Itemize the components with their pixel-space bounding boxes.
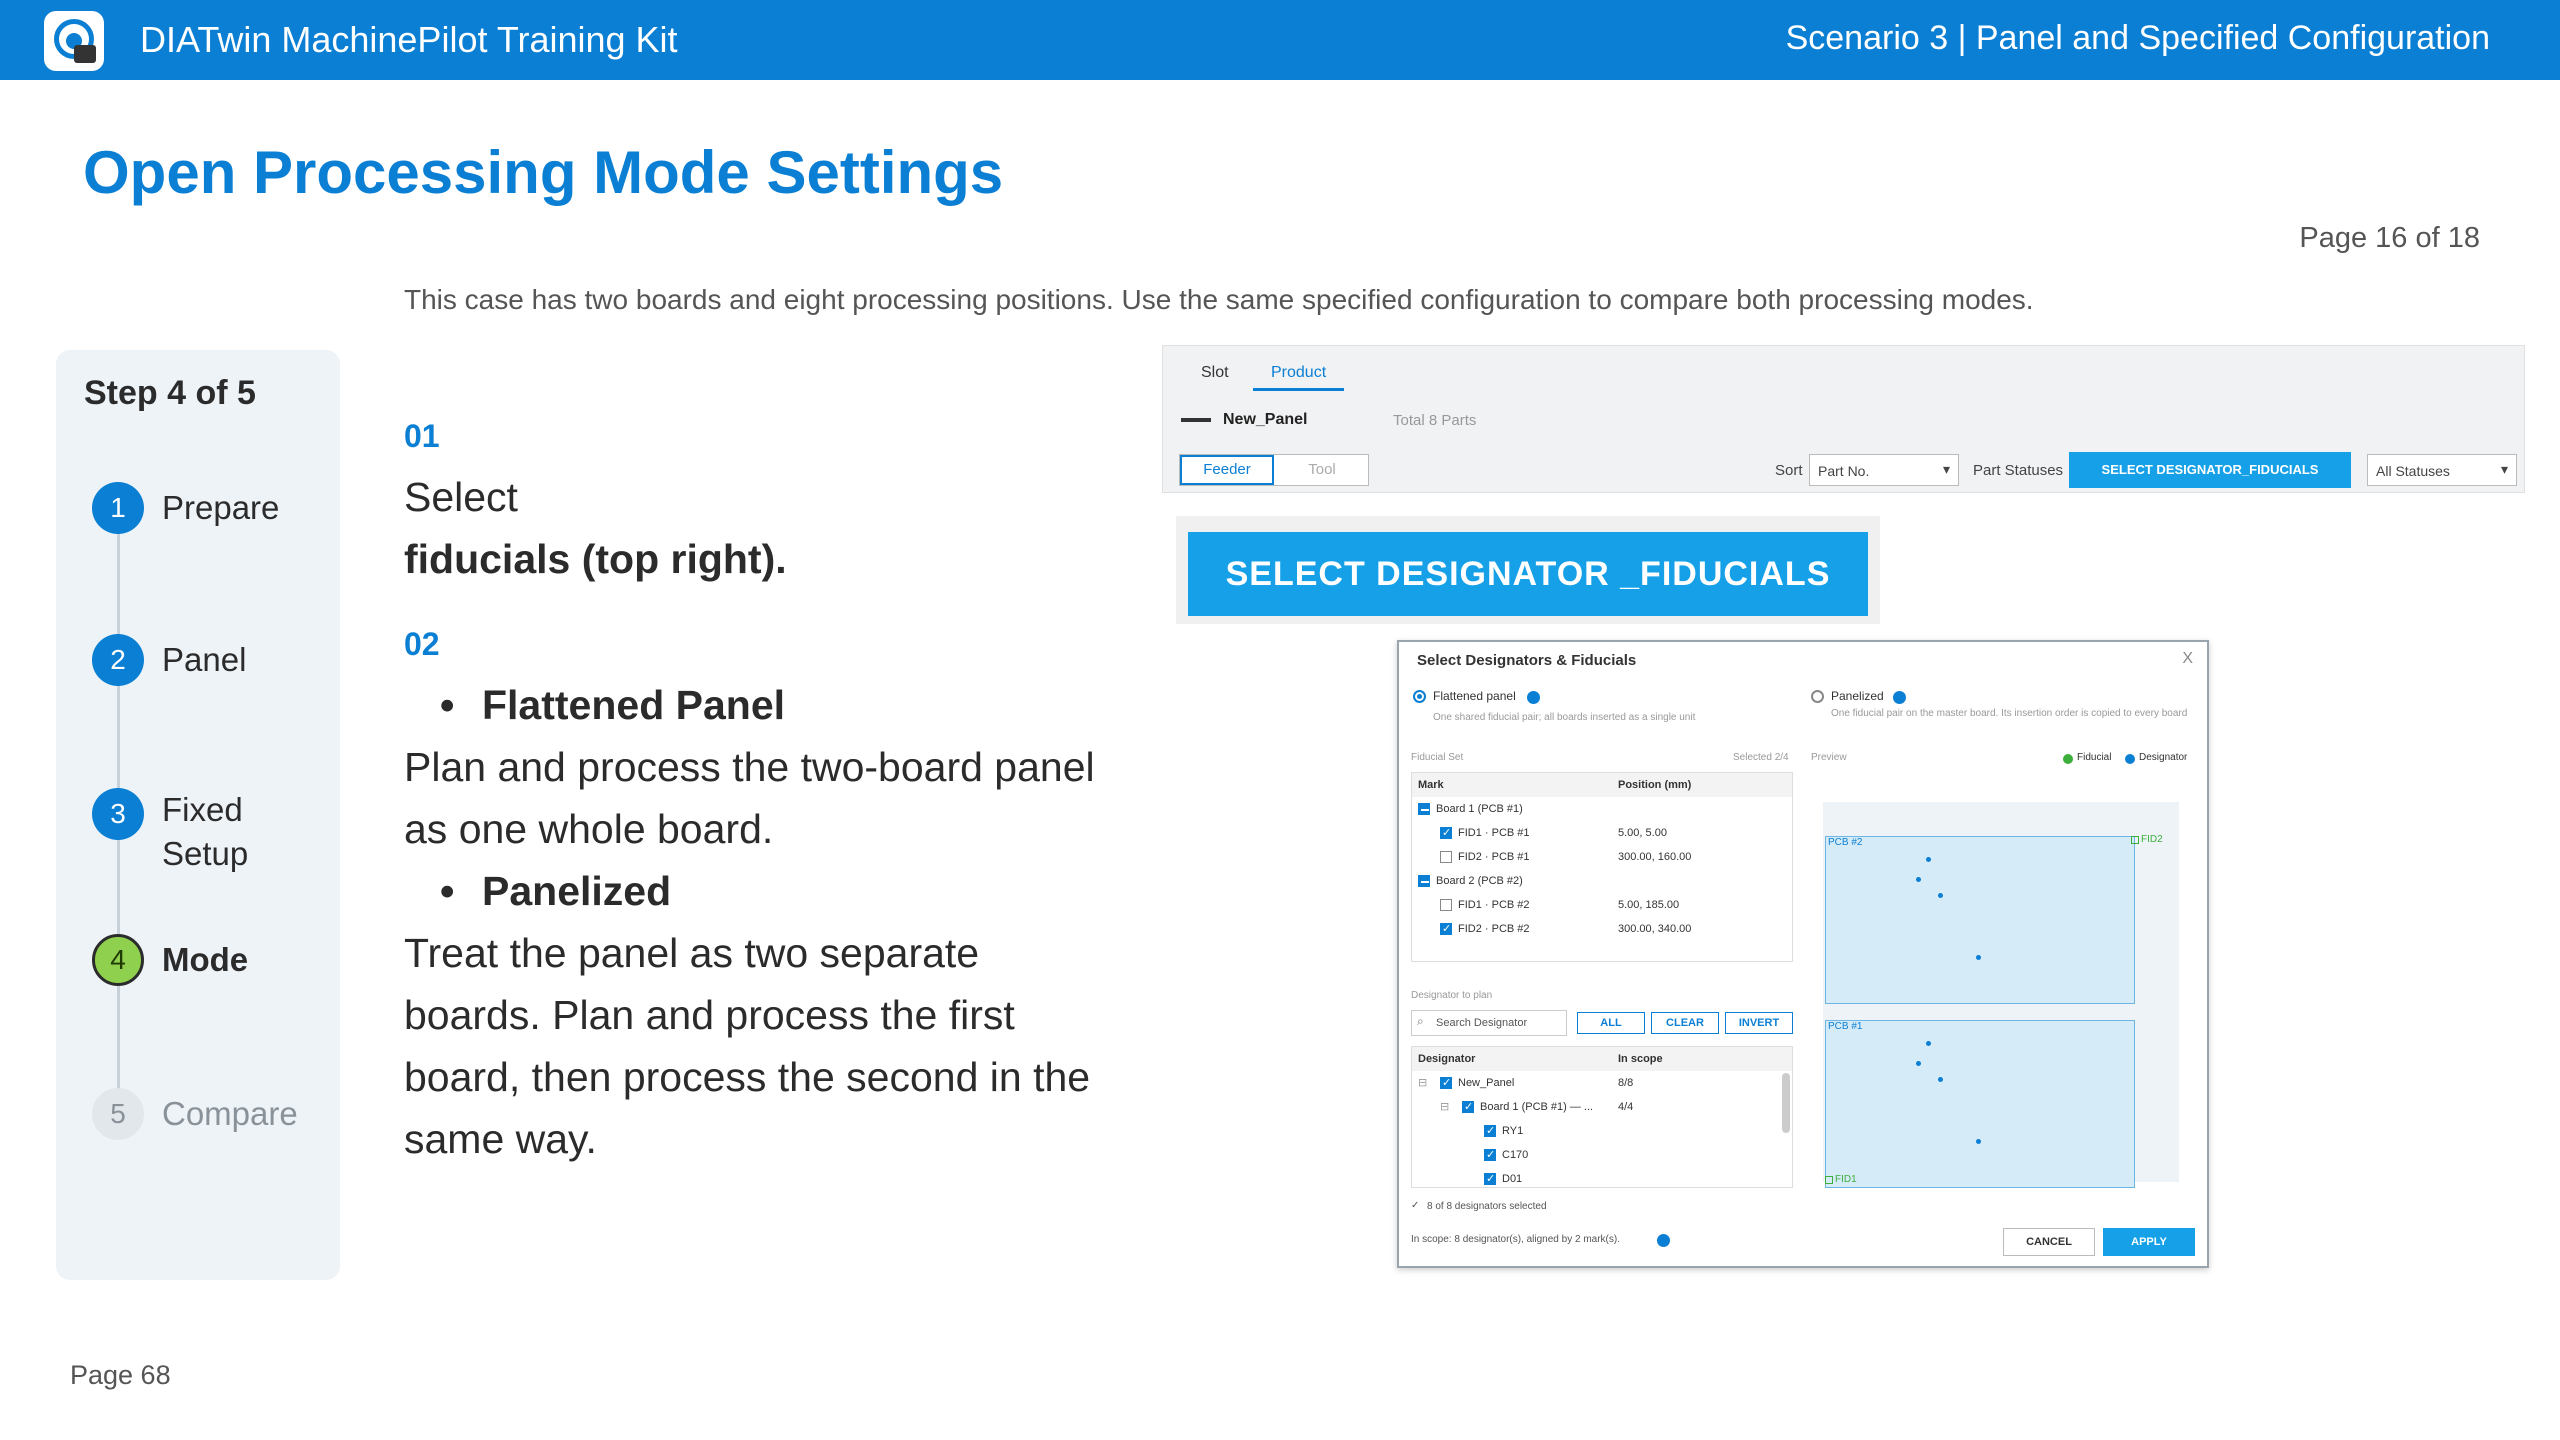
search-input[interactable]: Search Designator bbox=[1411, 1010, 1567, 1036]
designator-dot bbox=[1938, 893, 1943, 898]
zoomed-button-callout bbox=[1176, 516, 1880, 624]
select-designator-fiducials-zoom[interactable]: SELECT DESIGNATOR _FIDUCIALS bbox=[1188, 532, 1868, 616]
checkbox[interactable] bbox=[1440, 827, 1452, 839]
flattened-panel-desc: One shared fiducial pair; all boards inserted as a single unit bbox=[1433, 712, 1696, 723]
flattened-panel-radio[interactable] bbox=[1413, 690, 1426, 703]
checkbox[interactable] bbox=[1440, 899, 1452, 911]
step-label: Fixed Setup bbox=[162, 791, 249, 872]
instruction-text: fiducials (top right). bbox=[404, 536, 787, 582]
table-header bbox=[1412, 773, 1792, 797]
table-row[interactable] bbox=[1412, 917, 1792, 941]
mark-name: FID1 · PCB #1 bbox=[1458, 827, 1530, 839]
instruction-text: as one whole board. bbox=[404, 806, 774, 852]
designator-name: Board 1 (PCB #1) — ... bbox=[1480, 1101, 1594, 1113]
pcb-board-1 bbox=[1825, 1020, 2135, 1188]
page-title: Open Processing Mode Settings bbox=[83, 139, 1004, 206]
feeder-tool-toggle[interactable] bbox=[1179, 454, 1369, 486]
selected-designators-count: 8 of 8 designators selected bbox=[1427, 1201, 1547, 1212]
product-name: New_Panel bbox=[1223, 411, 1308, 428]
checkbox[interactable] bbox=[1462, 1101, 1474, 1113]
step-label: Mode bbox=[162, 941, 249, 978]
designator-legend-dot bbox=[2125, 754, 2135, 764]
collapse-icon[interactable]: ⊟ bbox=[1440, 1101, 1450, 1113]
designator-dot bbox=[1976, 1139, 1981, 1144]
checkbox[interactable] bbox=[1418, 875, 1430, 887]
scope-note: In scope: 8 designator(s), aligned by 2 mark(s). bbox=[1411, 1234, 1620, 1245]
checkbox[interactable] bbox=[1440, 1077, 1452, 1089]
designator-name: RY1 bbox=[1502, 1125, 1524, 1137]
table-row[interactable] bbox=[1412, 893, 1792, 917]
pcb-label: PCB #1 bbox=[1828, 1021, 1863, 1032]
apply-button[interactable]: APPLY bbox=[2103, 1228, 2195, 1256]
fiducial-legend-dot bbox=[2063, 754, 2073, 764]
page-counter: Page 16 of 18 bbox=[2299, 222, 2480, 254]
close-icon[interactable]: X bbox=[2182, 650, 2193, 667]
designator-dot bbox=[1926, 857, 1931, 862]
instruction-text: Select bbox=[404, 474, 518, 520]
step-label: Prepare bbox=[162, 489, 280, 526]
instruction-text: boards. Plan and process the first bbox=[404, 992, 1015, 1038]
checkbox[interactable] bbox=[1440, 851, 1452, 863]
step-label: Compare bbox=[162, 1095, 298, 1132]
checkbox[interactable] bbox=[1484, 1125, 1496, 1137]
mark-name: FID2 · PCB #1 bbox=[1458, 851, 1530, 863]
checkbox[interactable] bbox=[1418, 803, 1430, 815]
designator-dot bbox=[1916, 877, 1921, 882]
mark-name: Board 2 (PCB #2) bbox=[1436, 875, 1523, 887]
step-number: 2 bbox=[92, 634, 144, 686]
tab-product[interactable]: Product bbox=[1253, 364, 1344, 391]
part-statuses-label: Part Statuses bbox=[1973, 462, 2064, 479]
step-number: 5 bbox=[92, 1088, 144, 1140]
select-designator-fiducials-button[interactable]: SELECT DESIGNATOR_FIDUCIALS bbox=[2069, 452, 2351, 488]
panelized-label: Panelized bbox=[1831, 689, 1884, 703]
step-number: 1 bbox=[92, 482, 144, 534]
info-icon[interactable] bbox=[1657, 1234, 1670, 1247]
instruction-text: same way. bbox=[404, 1116, 597, 1162]
instruction-text: Treat the panel as two separate bbox=[404, 930, 980, 976]
designator-legend-label: Designator bbox=[2139, 752, 2188, 763]
table-row[interactable] bbox=[1412, 821, 1792, 845]
table-row[interactable] bbox=[1412, 1143, 1792, 1167]
sort-label: Sort bbox=[1775, 462, 1803, 479]
page-footer: Page 68 bbox=[70, 1360, 171, 1390]
designator-scope: 4/4 bbox=[1618, 1101, 1634, 1113]
step-label: Panel bbox=[162, 641, 247, 678]
panelized-radio[interactable] bbox=[1811, 690, 1824, 703]
designator-name: C170 bbox=[1502, 1149, 1529, 1161]
collapse-icon[interactable]: ⊟ bbox=[1418, 1077, 1428, 1089]
step-number: 3 bbox=[92, 788, 144, 840]
designator-name: New_Panel bbox=[1458, 1077, 1515, 1089]
selected-count: Selected 2/4 bbox=[1733, 752, 1789, 763]
mark-position: 5.00, 5.00 bbox=[1618, 827, 1667, 839]
board-icon bbox=[1181, 418, 1211, 422]
preview-label: Preview bbox=[1811, 752, 1847, 763]
fiducial-label: FID1 bbox=[1835, 1174, 1857, 1185]
total-parts: Total 8 Parts bbox=[1393, 412, 1477, 429]
designator-dot bbox=[1976, 955, 1981, 960]
mark-position: 300.00, 160.00 bbox=[1618, 851, 1692, 863]
fiducial-label: FID2 bbox=[2141, 834, 2163, 845]
select-designators-dialog bbox=[1397, 640, 2209, 1268]
table-row[interactable] bbox=[1412, 845, 1792, 869]
bullet-flattened-panel: • Flattened Panel bbox=[440, 674, 785, 736]
info-icon[interactable] bbox=[1527, 691, 1540, 704]
step-number: 4 bbox=[92, 934, 144, 986]
fiducial-marker bbox=[2131, 836, 2139, 844]
bullet-panelized: • Panelized bbox=[440, 860, 671, 922]
checkbox[interactable] bbox=[1440, 923, 1452, 935]
mark-position: 5.00, 185.00 bbox=[1618, 899, 1680, 911]
instruction-number-1: 01 bbox=[404, 418, 440, 454]
table-row[interactable] bbox=[1412, 797, 1792, 821]
fiducial-table bbox=[1411, 772, 1793, 962]
column-header: Position (mm) bbox=[1618, 779, 1692, 791]
designator-table bbox=[1411, 1046, 1793, 1188]
robot-arm-logo-icon bbox=[44, 11, 104, 71]
table-header bbox=[1412, 1047, 1792, 1071]
designator-dot bbox=[1926, 1041, 1931, 1046]
designator-scope: 8/8 bbox=[1618, 1077, 1634, 1089]
designator-name: D01 bbox=[1502, 1173, 1523, 1185]
all-button[interactable]: ALL bbox=[1577, 1012, 1645, 1034]
column-header: In scope bbox=[1618, 1053, 1663, 1065]
flattened-panel-label: Flattened panel bbox=[1433, 689, 1516, 703]
fiducial-legend-label: Fiducial bbox=[2077, 752, 2112, 763]
table-row[interactable] bbox=[1412, 1071, 1792, 1095]
invert-button[interactable]: INVERT bbox=[1725, 1012, 1793, 1034]
sort-select[interactable]: Part No. ▾ bbox=[1809, 454, 1959, 486]
panelized-desc: One fiducial pair on the master board. Its insertion order is copied to every board bbox=[1831, 708, 2188, 719]
pcb-label: PCB #2 bbox=[1828, 837, 1863, 848]
step-heading: Step 4 of 5 bbox=[84, 374, 256, 412]
mark-name: FID2 · PCB #2 bbox=[1458, 923, 1530, 935]
feeder-option[interactable]: Feeder bbox=[1180, 455, 1274, 485]
checkbox[interactable] bbox=[1484, 1149, 1496, 1161]
designator-to-plan-label: Designator to plan bbox=[1411, 990, 1493, 1001]
scenario-label: Scenario 3 | Panel and Specified Configuration bbox=[1785, 19, 2490, 57]
clear-button[interactable]: CLEAR bbox=[1651, 1012, 1719, 1034]
tab-slot[interactable]: Slot bbox=[1201, 364, 1229, 381]
table-row[interactable] bbox=[1412, 1119, 1792, 1143]
dialog-title: Select Designators & Fiducials bbox=[1417, 652, 1637, 669]
instruction-number-2: 02 bbox=[404, 626, 440, 662]
fiducial-set-label: Fiducial Set bbox=[1411, 752, 1464, 763]
panel-preview bbox=[1823, 802, 2179, 1185]
cancel-button[interactable]: CANCEL bbox=[2003, 1228, 2095, 1256]
table-row[interactable] bbox=[1412, 1095, 1792, 1119]
mark-name: Board 1 (PCB #1) bbox=[1436, 803, 1523, 815]
scrollbar[interactable] bbox=[1782, 1073, 1790, 1133]
product-toolbar-screenshot bbox=[1162, 345, 2525, 493]
instruction-text: Plan and process the two-board panel bbox=[404, 744, 1095, 790]
mark-name: FID1 · PCB #2 bbox=[1458, 899, 1530, 911]
table-row[interactable] bbox=[1412, 869, 1792, 893]
pcb-board-2 bbox=[1825, 836, 2135, 1004]
instruction-text: board, then process the second in the bbox=[404, 1054, 1091, 1100]
search-icon: ⌕ bbox=[1417, 1014, 1424, 1028]
checkbox[interactable] bbox=[1484, 1173, 1496, 1185]
designator-dot bbox=[1938, 1077, 1943, 1082]
intro-text: This case has two boards and eight processing positions. Use the same specified configuration to compare both processing modes. bbox=[404, 284, 2034, 315]
mark-position: 300.00, 340.00 bbox=[1618, 923, 1692, 935]
status-select[interactable]: All Statuses ▾ bbox=[2367, 454, 2517, 486]
fiducial-marker bbox=[1825, 1176, 1833, 1184]
app-title: DIATwin MachinePilot Training Kit bbox=[140, 19, 678, 60]
column-header: Mark bbox=[1418, 779, 1444, 791]
designator-dot bbox=[1916, 1061, 1921, 1066]
title-bar bbox=[0, 0, 2560, 80]
table-row[interactable] bbox=[1412, 1167, 1792, 1188]
info-icon[interactable] bbox=[1893, 691, 1906, 704]
tool-option[interactable]: Tool bbox=[1308, 461, 1336, 478]
check-icon: ✓ bbox=[1411, 1200, 1420, 1211]
column-header: Designator bbox=[1418, 1053, 1476, 1065]
